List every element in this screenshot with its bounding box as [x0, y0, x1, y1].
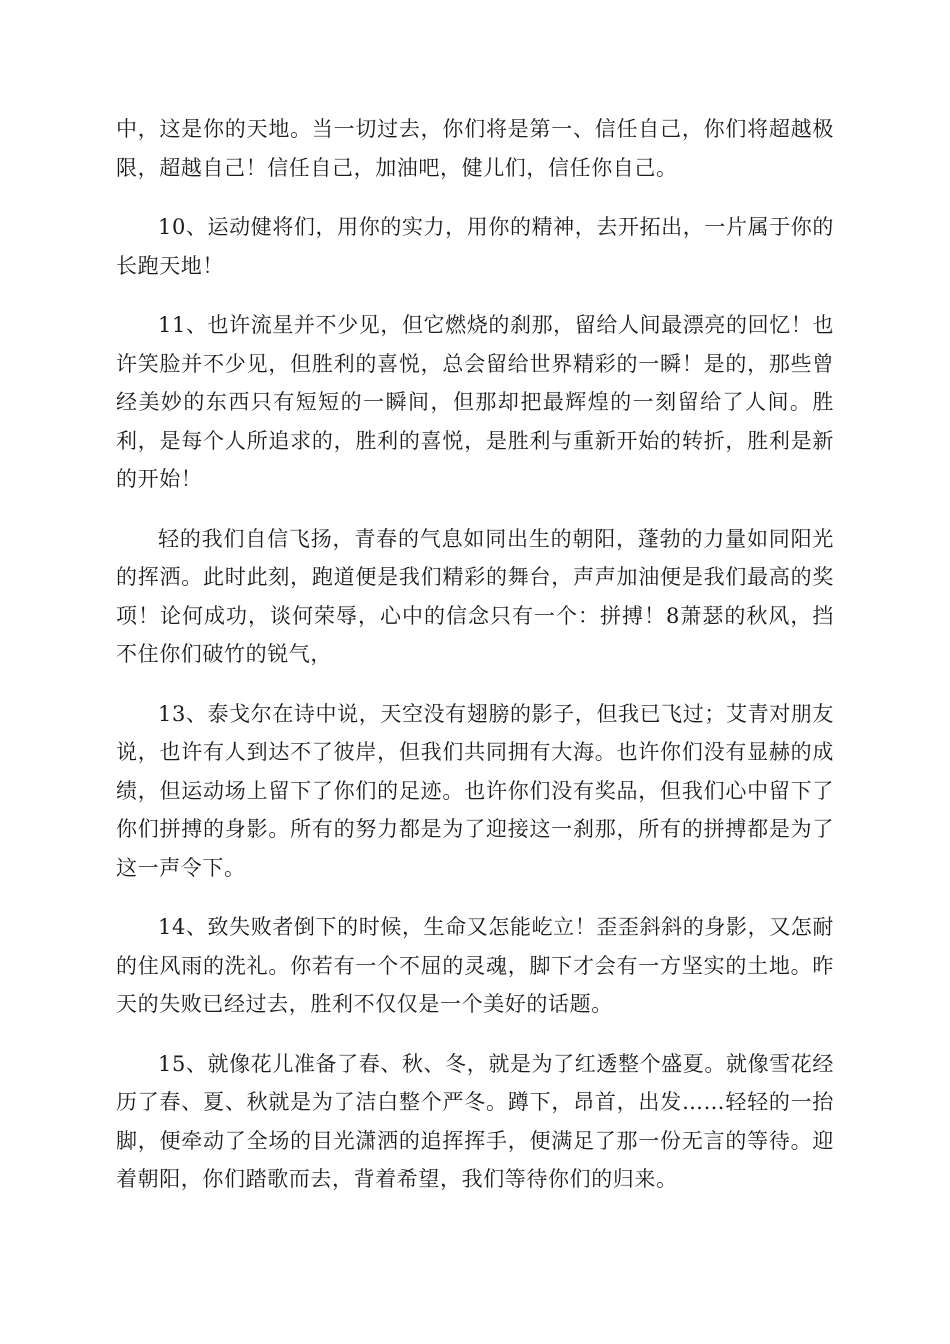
document-page: [116, 110, 834, 1220]
paragraph-14: 14、致失败者倒下的时候，生命又怎能屹立！歪歪斜斜的身影，又怎耐的住风雨的洗礼。你若有一个不屈的灵魂，脚下才会有一方坚实的土地。昨天的失败已经过去，胜利不仅仅是一个美好的话题。: [116, 915, 834, 1016]
paragraph-12: 轻的我们自信飞扬，青春的气息如同出生的朝阳，蓬勃的力量如同阳光的挥洒。此时此刻，跑道便是我们精彩的舞台，声声加油便是我们最高的奖项！论何成功，谈何荣辱，心中的信念只有一个：拼搏！8萧瑟的秋风，挡不住你们破竹的锐气，: [116, 526, 834, 666]
paragraph-continued: 中，这是你的天地。当一切过去，你们将是第一、信任自己，你们将超越极限，超越自己！信任自己，加油吧，健儿们，信任你自己。: [116, 117, 834, 180]
paragraph-15: 15、就像花儿准备了春、秋、冬，就是为了红透整个盛夏。就像雪花经历了春、夏、秋就是为了洁白整个严冬。蹲下，昂首，出发……轻轻的一抬脚，便牵动了全场的目光潇洒的追挥挥手，便满足了那一份无言的等待。迎着朝阳，你们踏歌而去，背着希望，我们等待你们的归来。: [116, 1051, 834, 1191]
paragraph-13: 13、泰戈尔在诗中说，天空没有翅膀的影子，但我已飞过；艾青对朋友说，也许有人到达不了彼岸，但我们共同拥有大海。也许你们没有显赫的成绩，但运动场上留下了你们的足迹。也许你们没有奖品，但我们心中留下了你们拼搏的身影。所有的努力都是为了迎接这一刹那，所有的拼搏都是为了这一声令下。: [116, 701, 834, 880]
paragraph-10: 10、运动健将们，用你的实力，用你的精神，去开拓出，一片属于你的长跑天地！: [116, 215, 834, 278]
paragraph-11: 11、也许流星并不少见，但它燃烧的刹那，留给人间最漂亮的回忆！也许笑脸并不少见，但胜利的喜悦，总会留给世界精彩的一瞬！是的，那些曾经美妙的东西只有短短的一瞬间，但那却把最辉煌的一刻留给了人间。胜利，是每个人所追求的，胜利的喜悦，是胜利与重新开始的转折，胜利是新的开始！: [116, 313, 834, 491]
